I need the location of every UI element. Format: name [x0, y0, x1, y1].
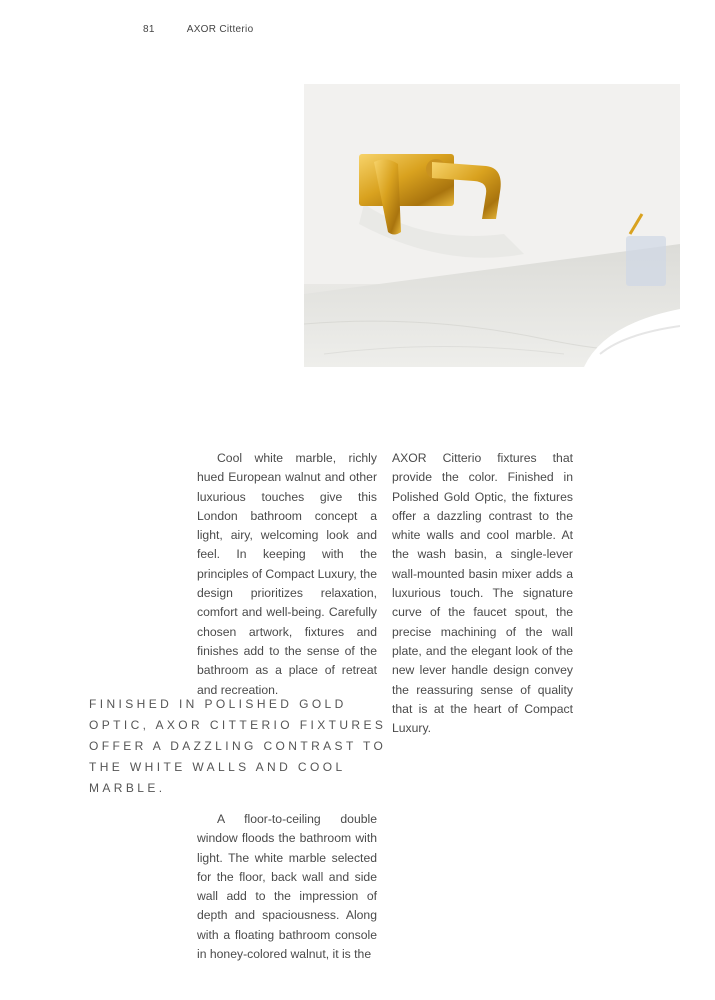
page-header: [143, 24, 253, 35]
body-paragraph: Cool white marble, richly hued European walnut and other luxurious touches give this London bathroom concept a light, airy, welcoming look and feel. In keeping with the principles of Compact Luxury, the design prioritizes relaxation, comfort and well-being. Carefully chosen artwork, fixtures and finishes add to the sense of the bathroom as a place of retreat and recreation.: [197, 451, 377, 697]
faucet-illustration: [304, 84, 680, 367]
body-column-2: [392, 449, 573, 738]
product-photo: [304, 84, 680, 367]
body-paragraph: A floor-to-ceiling double window floods the bathroom with light. The white marble selected for the floor, back wall and side wall add to the impression of depth and spaciousness. Along with a floating bathroom console in honey-colored walnut, it is the: [197, 812, 377, 962]
body-column-1: [197, 449, 377, 700]
body-column-3: [197, 810, 377, 964]
page-number: 81: [143, 24, 155, 35]
pull-quote: FINISHED IN POLISHED GOLD OPTIC, AXOR CITTERIO FIXTURES OFFER A DAZZLING CONTRAST TO THE WHITE WALLS AND COOL MARBLE.: [89, 697, 387, 795]
section-title: AXOR Citterio: [186, 24, 254, 35]
body-paragraph: AXOR Citterio fixtures that provide the color. Finished in Polished Gold Optic, the fixtures offer a dazzling contrast to the white walls and cool marble. At the wash basin, a single-lever wall-mounted basin mixer adds a luxurious touch. The signature curve of the faucet spout, the precise machining of the wall plate, and the elegant look of the new lever handle design convey the reassuring sense of quality that is at the heart of Compact Luxury.: [392, 451, 573, 736]
